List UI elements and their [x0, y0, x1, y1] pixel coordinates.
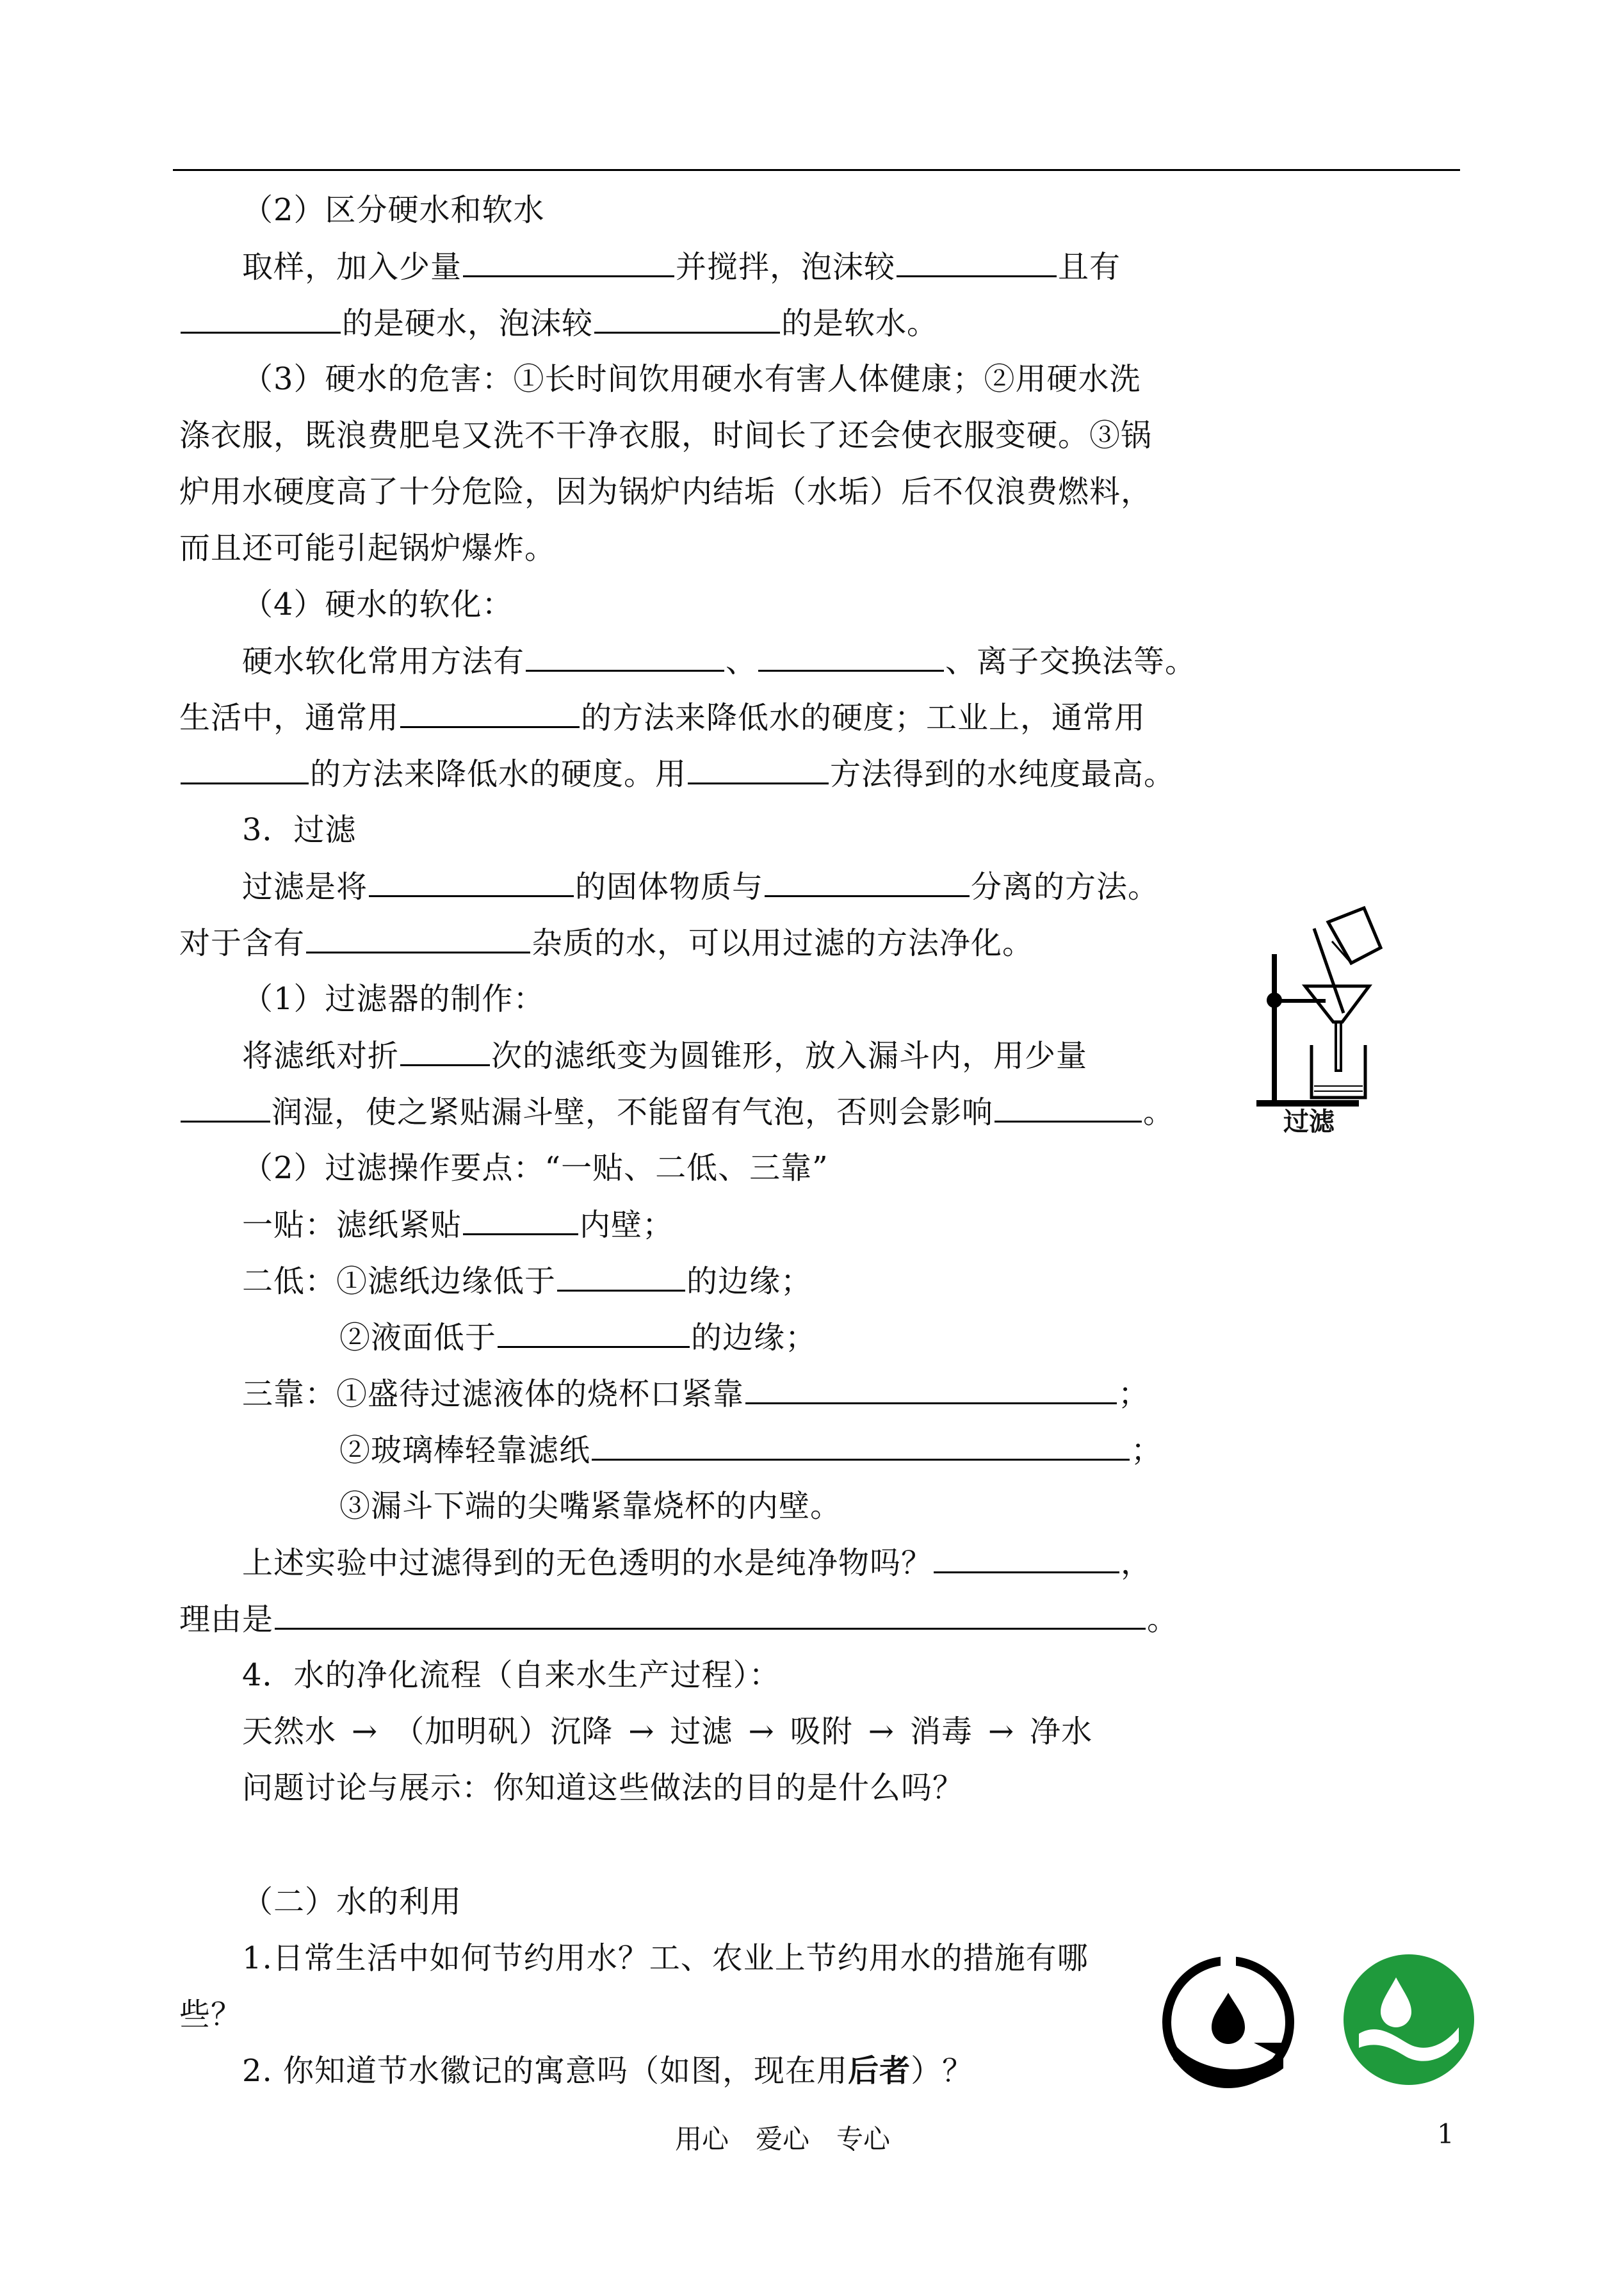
flow-step: 过滤: [670, 1714, 733, 1749]
fill-blank[interactable]: [181, 754, 309, 784]
filtration-apparatus-figure: [1255, 903, 1409, 1146]
text-line: 涤衣服，既浪费肥皂又洗不干净衣服，时间长了还会使衣服变硬。③锅: [179, 418, 1153, 453]
text-line: ②玻璃棒轻靠滤纸 ；: [339, 1431, 1162, 1470]
arrow-right-icon: →: [628, 1714, 655, 1749]
arrow-right-icon: →: [748, 1714, 775, 1749]
fill-blank[interactable]: [594, 304, 780, 334]
section-heading: （4）硬水的软化：: [242, 587, 514, 622]
fill-blank[interactable]: [592, 1431, 1130, 1461]
fill-blank[interactable]: [745, 1374, 1117, 1404]
section-heading: （二）水的利用: [242, 1884, 462, 1920]
text-line: 润湿，使之紧贴漏斗壁，不能留有气泡，否则会影响 。: [179, 1092, 1174, 1131]
section-heading: 4．水的净化流程（自来水生产过程）：: [242, 1657, 781, 1693]
fill-blank[interactable]: [369, 867, 574, 897]
text-line: 将滤纸对折 次的滤纸变为圆锥形，放入漏斗内，用少量: [242, 1036, 1087, 1075]
text-line: 2. 你知道节水徽记的寓意吗（如图，现在用后者）？: [242, 2053, 974, 2089]
old-water-saving-logo: [1158, 1947, 1299, 2094]
text-line: 些？: [179, 1997, 243, 2032]
text-line: 一贴：滤纸紧贴 内壁；: [242, 1205, 674, 1244]
text-line: 取样，加入少量 并搅拌，泡沫较 且有: [242, 247, 1121, 286]
text-line: 上述实验中过滤得到的无色透明的水是纯净物吗？ ，: [242, 1543, 1152, 1582]
flow-step: 净水: [1030, 1714, 1093, 1749]
new-water-saving-logo: [1340, 1952, 1478, 2088]
text-line: 生活中，通常用 的方法来降低水的硬度；工业上，通常用: [179, 698, 1146, 737]
fill-blank[interactable]: [181, 304, 341, 334]
fill-blank[interactable]: [463, 247, 674, 277]
section-heading: （2）区分硬水和软水: [242, 192, 545, 228]
footer-motto: 用心 爱心 专心: [675, 2123, 891, 2155]
fill-blank[interactable]: [995, 1092, 1142, 1123]
fill-blank[interactable]: [758, 642, 944, 672]
purification-flow: [242, 1712, 1092, 1751]
flow-step: （加明矾）沉降: [393, 1714, 613, 1749]
fill-blank[interactable]: [400, 698, 580, 728]
fill-blank[interactable]: [897, 247, 1057, 277]
fill-blank[interactable]: [765, 867, 970, 897]
flow-step: 天然水: [242, 1714, 337, 1749]
fill-blank[interactable]: [275, 1600, 1146, 1630]
fill-blank[interactable]: [688, 754, 829, 784]
fill-blank[interactable]: [498, 1318, 690, 1348]
arrow-right-icon: →: [868, 1714, 895, 1749]
header-rule: [173, 169, 1460, 171]
text-line: 理由是 。: [179, 1600, 1178, 1639]
text-line: 的方法来降低水的硬度。用 方法得到的水纯度最高。: [179, 754, 1175, 793]
water-saving-green-icon: [1340, 1952, 1478, 2088]
flow-step: 吸附: [790, 1714, 853, 1749]
figure-caption: 过滤: [1283, 1107, 1335, 1137]
fill-blank[interactable]: [526, 642, 724, 672]
text-line: 对于含有 杂质的水，可以用过滤的方法净化。: [179, 923, 1034, 962]
fill-blank[interactable]: [557, 1261, 685, 1292]
fill-blank[interactable]: [181, 1092, 270, 1123]
text-line: 过滤是将 的固体物质与 分离的方法。: [242, 867, 1159, 906]
text-line: 三靠：①盛待过滤液体的烧杯口紧靠 ；: [242, 1374, 1149, 1413]
fill-blank[interactable]: [306, 923, 530, 953]
fill-blank[interactable]: [463, 1205, 578, 1235]
fill-blank[interactable]: [400, 1036, 490, 1066]
text-line: 二低：①滤纸边缘低于 的边缘；: [242, 1261, 812, 1301]
section-heading: （1）过滤器的制作：: [242, 981, 545, 1017]
text-line: 而且还可能引起锅炉爆炸。: [179, 530, 556, 566]
section-heading: （2）过滤操作要点：“一贴、二低、三靠”: [242, 1150, 829, 1186]
arrow-right-icon: →: [352, 1714, 378, 1749]
text-line: ③漏斗下端的尖嘴紧靠烧杯的内壁。: [339, 1488, 842, 1524]
arrow-right-icon: →: [987, 1714, 1015, 1749]
text-line: ②液面低于 的边缘；: [339, 1318, 816, 1357]
water-drop-hand-icon: [1158, 1947, 1299, 2094]
page-number: 1: [1437, 2118, 1454, 2150]
flow-step: 消毒: [909, 1714, 973, 1749]
text-line: 的是硬水，泡沫较 的是软水。: [179, 304, 938, 343]
text-line: 炉用水硬度高了十分危险，因为锅炉内结垢（水垢）后不仅浪费燃料，: [179, 474, 1153, 510]
text-line: （3）硬水的危害：①长时间饮用硬水有害人体健康；②用硬水洗: [242, 361, 1141, 397]
text-line: 1.日常生活中如何节约用水？工、农业上节约用水的措施有哪: [242, 1940, 1089, 1976]
text-line: 硬水软化常用方法有 、 、离子交换法等。: [242, 642, 1196, 681]
fill-blank[interactable]: [934, 1543, 1119, 1573]
section-heading: 3．过滤: [242, 812, 357, 848]
text-line: 问题讨论与展示：你知道这些做法的目的是什么吗？: [242, 1770, 964, 1806]
